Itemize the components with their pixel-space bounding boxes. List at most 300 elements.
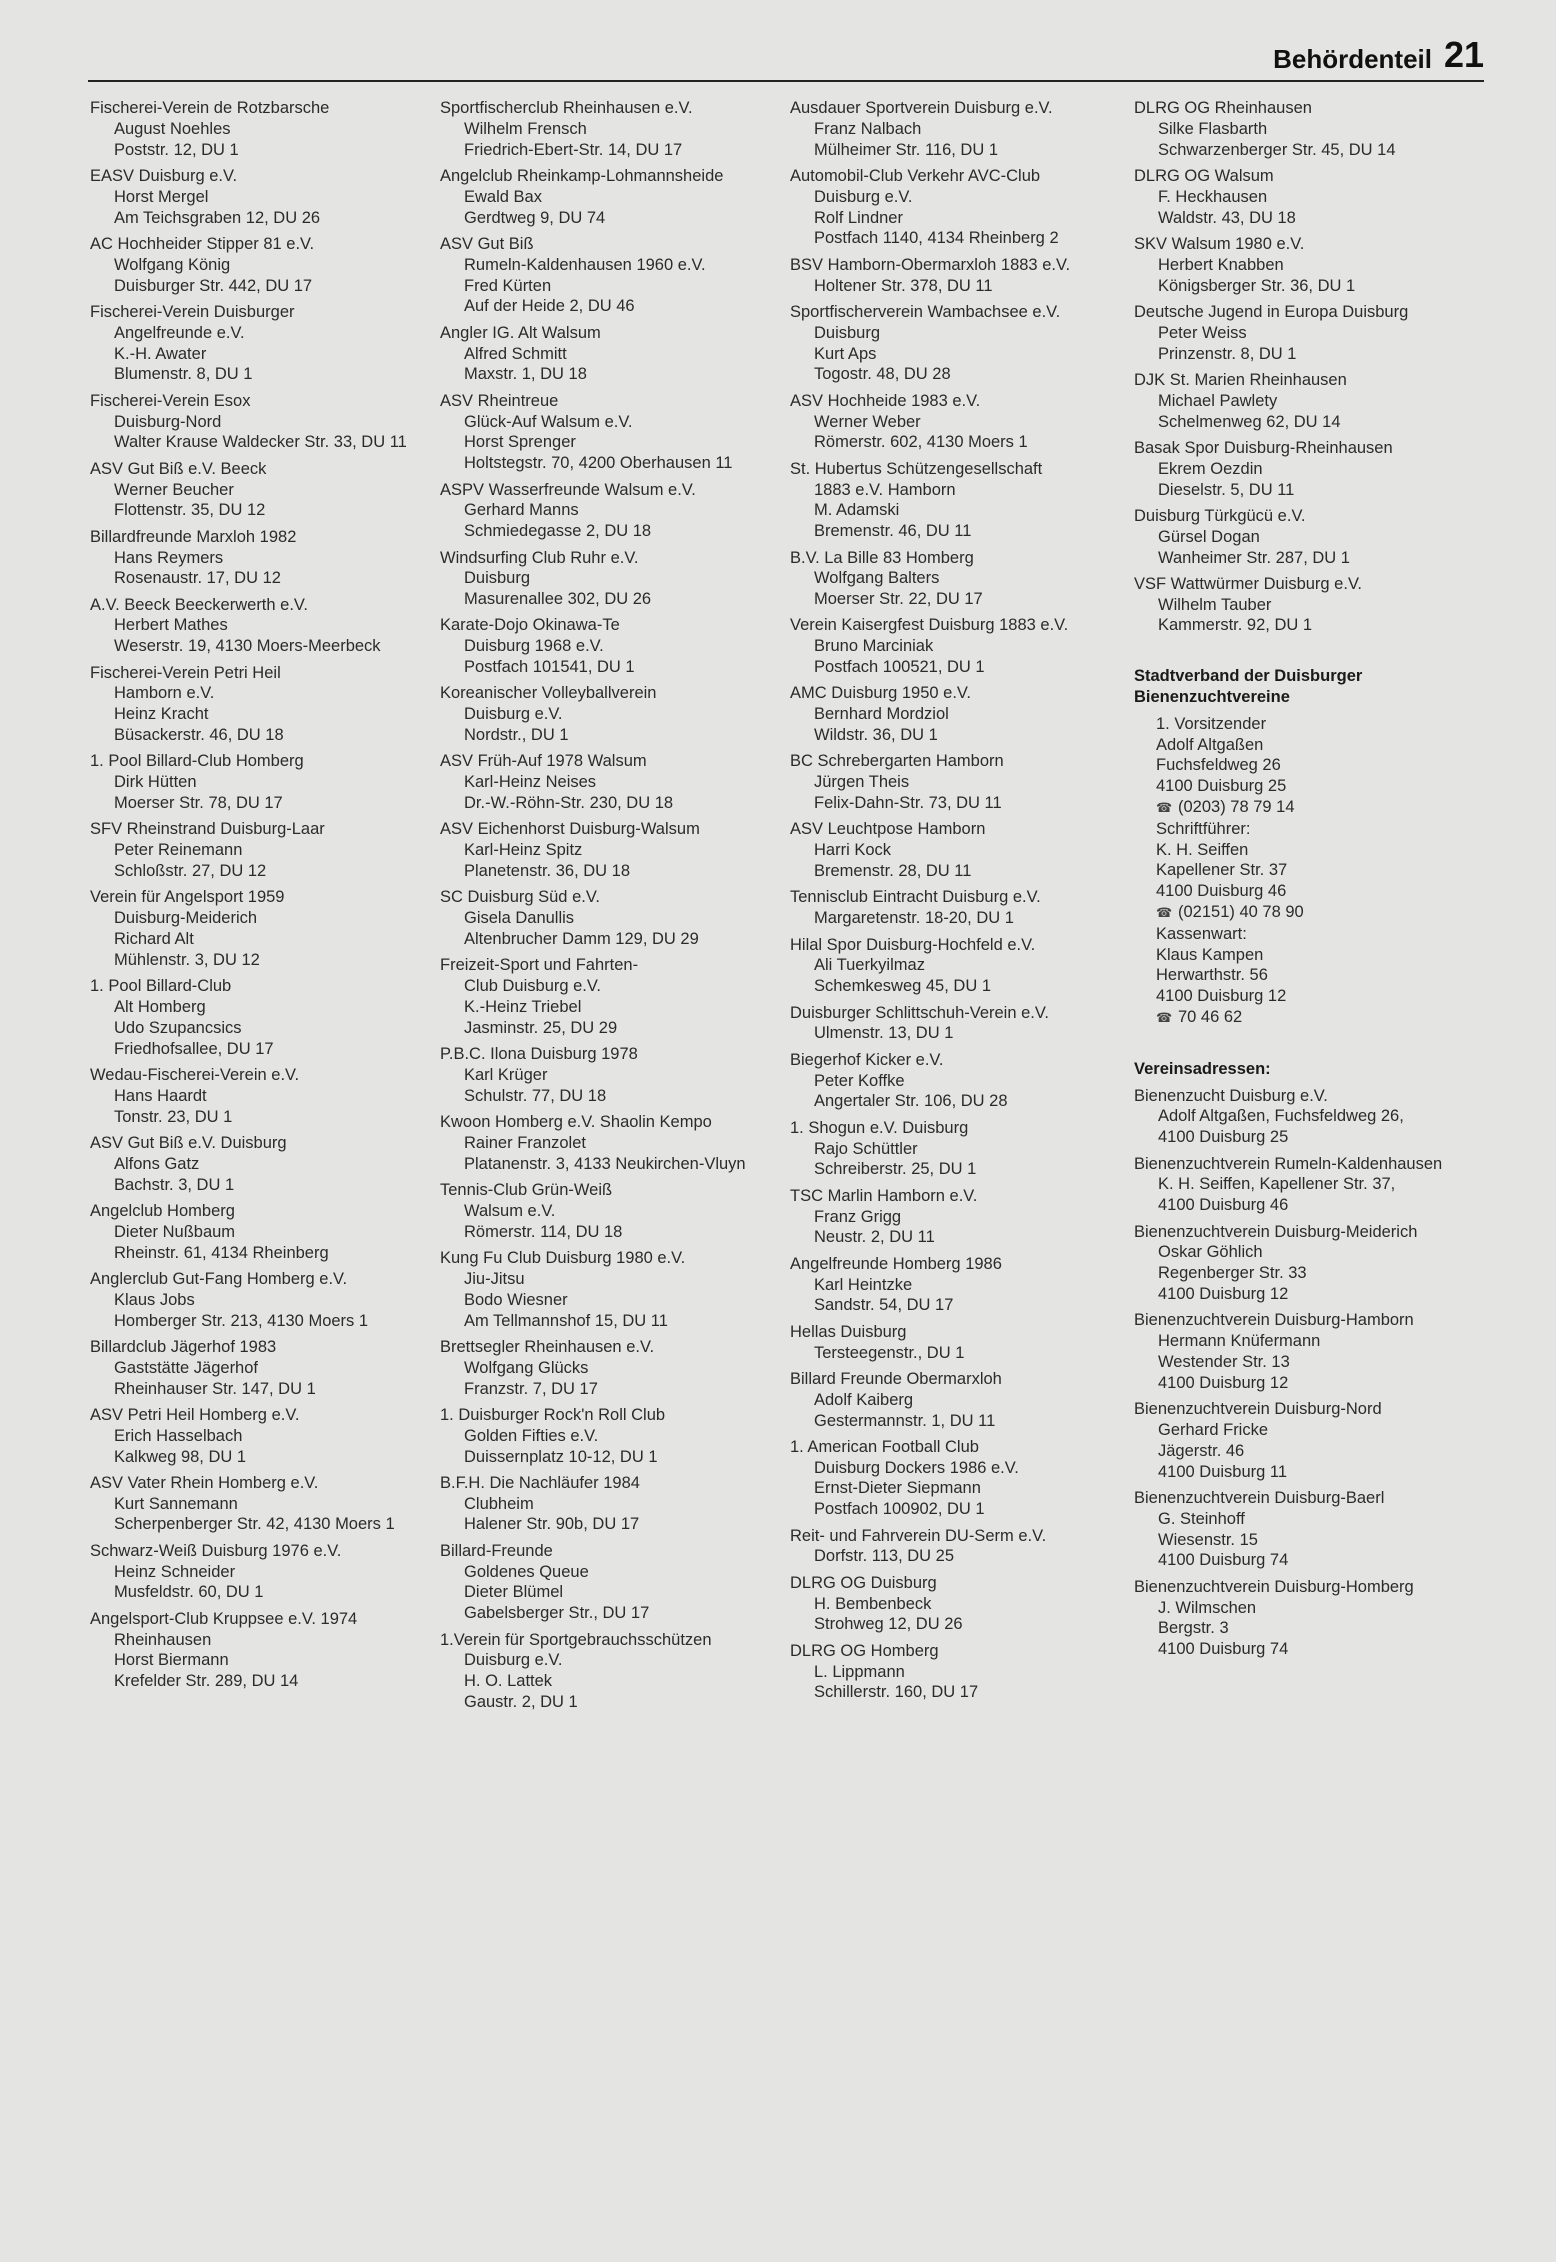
entry-detail: Peter Weiss (1158, 323, 1247, 342)
entry-detail: Friedrich-Ebert-Str. 14, DU 17 (464, 140, 683, 159)
stadtverband-section (1134, 666, 1504, 1029)
directory-entry (90, 166, 430, 228)
organization-name: VSF Wattwürmer Duisburg e.V. (1134, 574, 1363, 593)
directory-entry (440, 1405, 785, 1467)
role-label: 1. Vorsitzender (1156, 714, 1267, 733)
directory-entry (790, 1641, 1125, 1703)
entry-detail: Duisburg e.V. (814, 187, 913, 206)
entry-detail: Römerstr. 114, DU 18 (464, 1222, 623, 1241)
entry-detail: Bergstr. 3 (1158, 1619, 1229, 1638)
organization-name: Bienenzuchtverein Duisburg-Hamborn (1134, 1311, 1414, 1330)
entry-detail: Prinzenstr. 8, DU 1 (1158, 344, 1297, 363)
directory-entry (90, 1609, 430, 1692)
organization-name: Reit- und Fahrverein DU-Serm e.V. (790, 1526, 1047, 1545)
entry-detail: Duisburg Dockers 1986 e.V. (814, 1458, 1019, 1477)
entry-detail: Golden Fifties e.V. (464, 1426, 599, 1445)
stadtverband-title: Stadtverband der Duisburger Bienenzuchtvereine (1134, 667, 1363, 707)
directory-entry (440, 887, 785, 949)
directory-entry (440, 166, 785, 228)
entry-detail: Bachstr. 3, DU 1 (114, 1175, 235, 1194)
entry-detail: Ewald Bax (464, 187, 542, 206)
vereinsadressen-section (1134, 1059, 1504, 1660)
entry-detail: Franz Grigg (814, 1207, 902, 1226)
organization-name: Angelclub Homberg (90, 1201, 235, 1220)
directory-entry (440, 98, 785, 160)
entry-detail: Musfeldstr. 60, DU 1 (114, 1583, 264, 1602)
entry-detail: Holtstegstr. 70, 4200 Oberhausen 11 (464, 454, 733, 473)
organization-name: Fischerei-Verein Esox (90, 391, 251, 410)
organization-name: ASV Eichenhorst Duisburg-Walsum (440, 820, 700, 839)
organization-name: B.V. La Bille 83 Homberg (790, 548, 974, 567)
entry-detail: Duisburg-Nord (114, 412, 222, 431)
directory-entry (1134, 234, 1504, 296)
directory-column-1 (90, 98, 430, 1698)
entry-detail: Felix-Dahn-Str. 73, DU 11 (814, 794, 1002, 813)
organization-name: Ausdauer Sportverein Duisburg e.V. (790, 99, 1053, 117)
directory-entry (790, 302, 1125, 385)
entry-detail: Karl Krüger (464, 1065, 548, 1084)
entry-detail: Büsackerstr. 46, DU 18 (114, 726, 284, 745)
stadtverband-body (1134, 714, 1504, 1029)
organization-name: ASV Vater Rhein Homberg e.V. (90, 1473, 319, 1492)
entry-detail: Fred Kürten (464, 276, 552, 295)
entry-detail: Werner Beucher (114, 480, 234, 499)
directory-entry (440, 955, 785, 1038)
entry-detail: Michael Pawlety (1158, 391, 1278, 410)
directory-entry (790, 751, 1125, 813)
entry-detail: Clubheim (464, 1494, 534, 1513)
telephone-icon: ☎ (1156, 1010, 1173, 1026)
entry-detail: 1883 e.V. Hamborn (814, 480, 956, 499)
directory-entry (90, 1541, 430, 1603)
directory-entry (90, 1065, 430, 1127)
entry-detail: Rumeln-Kaldenhausen 1960 e.V. (464, 255, 706, 274)
organization-name: A.V. Beeck Beeckerwerth e.V. (90, 595, 308, 614)
entry-detail: Jasminstr. 25, DU 29 (464, 1018, 618, 1037)
entry-detail: G. Steinhoff (1158, 1509, 1245, 1528)
entry-detail: Duissernplatz 10-12, DU 1 (464, 1447, 658, 1466)
entry-detail: Herbert Knabben (1158, 255, 1284, 274)
directory-entry (1134, 302, 1504, 364)
entry-detail: Schemkesweg 45, DU 1 (814, 977, 991, 996)
organization-name: ASV Gut Biß (440, 234, 534, 253)
entry-detail: Gerhard Manns (464, 501, 579, 520)
organization-name: Bienenzuchtverein Duisburg-Baerl (1134, 1488, 1385, 1507)
directory-entry (790, 1118, 1125, 1180)
directory-entry (1134, 506, 1504, 568)
directory-entry (90, 1201, 430, 1263)
city-address: 4100 Duisburg 25 (1156, 777, 1287, 796)
organization-name: Bienenzuchtverein Rumeln-Kaldenhausen (1134, 1154, 1443, 1173)
entry-detail: H. O. Lattek (464, 1672, 553, 1691)
organization-name: Fischerei-Verein Duisburger (90, 302, 295, 321)
street-address: Herwarthstr. 56 (1156, 966, 1268, 985)
directory-entry (790, 819, 1125, 881)
entry-detail: Udo Szupancsics (114, 1018, 242, 1037)
entry-detail: Angertaler Str. 106, DU 28 (814, 1092, 1008, 1111)
entry-detail: Gerdtweg 9, DU 74 (464, 208, 606, 227)
organization-name: 1.Verein für Sportgebrauchsschützen (440, 1630, 712, 1649)
organization-name: B.F.H. Die Nachläufer 1984 (440, 1473, 640, 1492)
entry-detail: Kalkweg 98, DU 1 (114, 1447, 247, 1466)
directory-entry (1134, 1399, 1504, 1482)
entry-detail: Rainer Franzolet (464, 1133, 586, 1152)
entry-detail: Klaus Jobs (114, 1290, 195, 1309)
entry-detail: Hans Haardt (114, 1086, 207, 1105)
directory-entry (90, 819, 430, 881)
directory-column-2 (440, 98, 785, 1718)
entry-detail: Wolfgang Balters (814, 569, 940, 588)
organization-name: Kung Fu Club Duisburg 1980 e.V. (440, 1249, 686, 1268)
entry-detail: Gaststätte Jägerhof (114, 1358, 258, 1377)
club-list (1134, 98, 1504, 636)
directory-column-3 (790, 98, 1125, 1709)
organization-name: Hellas Duisburg (790, 1322, 907, 1341)
street-address: Fuchsfeldweg 26 (1156, 756, 1281, 775)
entry-detail: Wiesenstr. 15 (1158, 1530, 1258, 1549)
entry-detail: Karl Heintzke (814, 1275, 913, 1294)
entry-detail: Am Teichsgraben 12, DU 26 (114, 208, 321, 227)
entry-detail: Strohweg 12, DU 26 (814, 1615, 963, 1634)
directory-entry (790, 1003, 1125, 1045)
organization-name: ASV Leuchtpose Hamborn (790, 820, 986, 839)
directory-entry (1134, 1488, 1504, 1571)
page-header (88, 34, 1484, 82)
organization-name: St. Hubertus Schützengesellschaft (790, 459, 1043, 478)
directory-entry (790, 887, 1125, 929)
entry-detail: 4100 Duisburg 12 (1158, 1284, 1289, 1303)
entry-detail: Erich Hasselbach (114, 1426, 243, 1445)
organization-name: Angelclub Rheinkamp-Lohmannsheide (440, 166, 724, 185)
entry-detail: Duisburger Str. 442, DU 17 (114, 276, 313, 295)
organization-name: Angler IG. Alt Walsum (440, 323, 601, 342)
organization-name: Fischerei-Verein Petri Heil (90, 663, 281, 682)
entry-detail: Alt Homberg (114, 998, 206, 1016)
organization-name: Anglerclub Gut-Fang Homberg e.V. (90, 1269, 348, 1288)
entry-detail: Duisburg e.V. (464, 705, 563, 724)
entry-detail: Am Tellmannshof 15, DU 11 (464, 1311, 668, 1330)
organization-name: Bienenzucht Duisburg e.V. (1134, 1086, 1328, 1105)
entry-detail: Bodo Wiesner (464, 1290, 568, 1309)
directory-entry (440, 548, 785, 610)
phone-line: ☎ 70 46 62 (1134, 1007, 1504, 1029)
entry-detail: Sandstr. 54, DU 17 (814, 1296, 954, 1315)
directory-entry (90, 887, 430, 970)
entry-detail: August Noehles (114, 119, 231, 138)
entry-detail: Wilhelm Tauber (1158, 595, 1272, 614)
directory-entry (440, 1180, 785, 1242)
directory-entry (440, 1112, 785, 1174)
entry-detail: Blumenstr. 8, DU 1 (114, 365, 253, 384)
organization-name: Biegerhof Kicker e.V. (790, 1050, 944, 1069)
organization-name: Angelfreunde Homberg 1986 (790, 1254, 1002, 1273)
organization-name: Duisburg Türkgücü e.V. (1134, 506, 1306, 525)
organization-name: ASV Früh-Auf 1978 Walsum (440, 752, 647, 771)
entry-detail: Duisburg (814, 323, 881, 342)
entry-detail: Togostr. 48, DU 28 (814, 365, 951, 384)
entry-detail: Dirk Hütten (114, 773, 197, 792)
entry-detail: Rajo Schüttler (814, 1139, 918, 1158)
organization-name: TSC Marlin Hamborn e.V. (790, 1186, 978, 1205)
organization-name: Tennisclub Eintracht Duisburg e.V. (790, 888, 1041, 907)
organization-name: Billard Freunde Obermarxloh (790, 1369, 1002, 1388)
organization-name: 1. American Football Club (790, 1437, 979, 1456)
organization-name: 1. Shogun e.V. Duisburg (790, 1118, 969, 1137)
organization-name: ASPV Wasserfreunde Walsum e.V. (440, 480, 696, 499)
entry-detail: Rheinstr. 61, 4134 Rheinberg (114, 1243, 329, 1262)
organization-name: DLRG OG Walsum (1134, 166, 1274, 185)
directory-column-4 (1134, 98, 1504, 1666)
entry-detail: 4100 Duisburg 11 (1158, 1462, 1288, 1481)
entry-detail: Königsberger Str. 36, DU 1 (1158, 276, 1356, 295)
entry-detail: Margaretenstr. 18-20, DU 1 (814, 909, 1014, 928)
organization-name: BC Schrebergarten Hamborn (790, 752, 1004, 771)
entry-detail: Hans Reymers (114, 548, 224, 567)
phone-line: ☎ (02151) 40 78 90 (1134, 902, 1504, 924)
entry-detail: 4100 Duisburg 46 (1158, 1196, 1289, 1215)
directory-entry (790, 255, 1125, 297)
entry-detail: Planetenstr. 36, DU 18 (464, 862, 631, 881)
organization-name: Verein Kaisergfest Duisburg 1883 e.V. (790, 616, 1069, 635)
entry-detail: K.-H. Awater (114, 344, 207, 363)
role-label: Schriftführer: (1156, 819, 1251, 838)
entry-detail: Postfach 100521, DU 1 (814, 658, 985, 677)
directory-entry (440, 391, 785, 474)
organization-name: ASV Gut Biß e.V. Beeck (90, 459, 267, 478)
entry-detail: Ali Tuerkyilmaz (814, 956, 925, 975)
street-address: Kapellener Str. 37 (1156, 861, 1288, 880)
organization-name: Basak Spor Duisburg-Rheinhausen (1134, 438, 1393, 457)
organization-name: Deutsche Jugend in Europa Duisburg (1134, 302, 1409, 321)
organization-name: DLRG OG Rheinhausen (1134, 99, 1312, 117)
organization-name: Duisburger Schlittschuh-Verein e.V. (790, 1003, 1049, 1022)
organization-name: Bienenzuchtverein Duisburg-Homberg (1134, 1577, 1414, 1596)
entry-detail: Kammerstr. 92, DU 1 (1158, 616, 1313, 635)
entry-detail: J. Wilmschen (1158, 1598, 1257, 1617)
directory-entry (90, 98, 430, 160)
organization-name: ASV Gut Biß e.V. Duisburg (90, 1133, 287, 1152)
directory-entry (440, 480, 785, 542)
entry-detail: Silke Flasbarth (1158, 119, 1268, 138)
organization-name: Fischerei-Verein de Rotzbarsche (90, 99, 330, 117)
entry-detail: Bremenstr. 46, DU 11 (814, 522, 972, 541)
entry-detail: Wilhelm Frensch (464, 119, 587, 138)
entry-detail: Walter Krause Waldecker Str. 33, DU 11 (114, 433, 407, 452)
organization-name: P.B.C. Ilona Duisburg 1978 (440, 1045, 638, 1064)
person-name: K. H. Seiffen (1156, 840, 1249, 859)
organization-name: Hilal Spor Duisburg-Hochfeld e.V. (790, 935, 1036, 954)
entry-detail: Homberger Str. 213, 4130 Moers 1 (114, 1311, 369, 1330)
directory-entry (90, 1269, 430, 1331)
organization-name: Karate-Dojo Okinawa-Te (440, 616, 620, 635)
organization-name: Tennis-Club Grün-Weiß (440, 1181, 613, 1200)
entry-detail: Adolf Altgaßen, Fuchsfeldweg 26, (1158, 1107, 1404, 1126)
entry-detail: Kurt Sannemann (114, 1494, 238, 1513)
entry-detail: Altenbrucher Damm 129, DU 29 (464, 930, 699, 949)
entry-detail: Schulstr. 77, DU 18 (464, 1086, 607, 1105)
organization-name: Verein für Angelsport 1959 (90, 888, 285, 907)
directory-entry (440, 1630, 785, 1713)
directory-entry (440, 819, 785, 881)
organization-name: Freizeit-Sport und Fahrten- (440, 956, 639, 975)
entry-detail: Dorfstr. 113, DU 25 (814, 1547, 955, 1566)
entry-detail: 4100 Duisburg 25 (1158, 1128, 1289, 1147)
organization-name: SFV Rheinstrand Duisburg-Laar (90, 820, 325, 839)
organization-name: Billardfreunde Marxloh 1982 (90, 527, 297, 546)
entry-detail: Neustr. 2, DU 11 (814, 1228, 935, 1247)
directory-entry (440, 683, 785, 745)
entry-detail: Gaustr. 2, DU 1 (464, 1693, 578, 1712)
person-name: Adolf Altgaßen (1156, 735, 1264, 754)
entry-detail: Walsum e.V. (464, 1201, 556, 1220)
section-label: Behördenteil (1273, 44, 1432, 74)
directory-entry (440, 234, 785, 317)
entry-detail: Kurt Aps (814, 344, 877, 363)
entry-detail: H. Bembenbeck (814, 1594, 932, 1613)
entry-detail: Bernhard Mordziol (814, 705, 949, 724)
organization-name: 1. Pool Billard-Club Homberg (90, 752, 304, 771)
telephone-icon: ☎ (1156, 905, 1173, 921)
entry-detail: Alfred Schmitt (464, 344, 567, 363)
entry-detail: Duisburg-Meiderich (114, 909, 258, 928)
organization-name: AMC Duisburg 1950 e.V. (790, 684, 971, 703)
entry-detail: Tersteegenstr., DU 1 (814, 1343, 965, 1362)
entry-detail: Hamborn e.V. (114, 684, 215, 703)
entry-detail: Duisburg e.V. (464, 1651, 563, 1670)
entry-detail: Werner Weber (814, 412, 921, 431)
directory-entry (790, 1437, 1125, 1520)
city-address: 4100 Duisburg 12 (1156, 987, 1287, 1006)
entry-detail: Goldenes Queue (464, 1562, 589, 1581)
entry-detail: Peter Reinemann (114, 841, 243, 860)
entry-detail: Postfach 101541, DU 1 (464, 658, 635, 677)
entry-detail: Nordstr., DU 1 (464, 726, 569, 745)
entry-detail: Jiu-Jitsu (464, 1269, 525, 1288)
vereinsadressen-list (1134, 1086, 1504, 1660)
directory-entry (440, 1044, 785, 1106)
directory-entry (790, 615, 1125, 677)
directory-entry (440, 615, 785, 677)
directory-entry (90, 1473, 430, 1535)
directory-entry (1134, 1154, 1504, 1216)
entry-detail: Regenberger Str. 33 (1158, 1264, 1307, 1283)
directory-entry (1134, 438, 1504, 500)
organization-name: Billardclub Jägerhof 1983 (90, 1337, 277, 1356)
entry-detail: Karl-Heinz Spitz (464, 841, 583, 860)
directory-entry (440, 1248, 785, 1331)
organization-name: Automobil-Club Verkehr AVC-Club (790, 166, 1041, 185)
entry-detail: Rheinhauser Str. 147, DU 1 (114, 1379, 316, 1398)
entry-detail: Jürgen Theis (814, 773, 910, 792)
entry-detail: Waldstr. 43, DU 18 (1158, 208, 1296, 227)
entry-detail: Karl-Heinz Neises (464, 773, 597, 792)
organization-name: ASV Rheintreue (440, 391, 559, 410)
organization-name: AC Hochheider Stipper 81 e.V. (90, 234, 315, 253)
organization-name: Schwarz-Weiß Duisburg 1976 e.V. (90, 1541, 342, 1560)
directory-entry (790, 1050, 1125, 1112)
entry-detail: Franz Nalbach (814, 119, 922, 138)
entry-detail: Römerstr. 602, 4130 Moers 1 (814, 433, 1028, 452)
organization-name: SKV Walsum 1980 e.V. (1134, 234, 1305, 253)
entry-detail: M. Adamski (814, 501, 900, 520)
entry-detail: Weserstr. 19, 4130 Moers-Meerbeck (114, 637, 381, 656)
entry-detail: L. Lippmann (814, 1662, 905, 1681)
entry-detail: Schmiedegasse 2, DU 18 (464, 522, 652, 541)
directory-entry (1134, 1086, 1504, 1148)
organization-name: 1. Duisburger Rock'n Roll Club (440, 1405, 666, 1424)
city-address: 4100 Duisburg 46 (1156, 882, 1287, 901)
directory-entry (1134, 1310, 1504, 1393)
entry-detail: Gürsel Dogan (1158, 527, 1260, 546)
organization-name: EASV Duisburg e.V. (90, 166, 238, 185)
entry-detail: 4100 Duisburg 12 (1158, 1373, 1289, 1392)
organization-name: Wedau-Fischerei-Verein e.V. (90, 1065, 300, 1084)
entry-detail: Friedhofsallee, DU 17 (114, 1039, 274, 1058)
entry-detail: Schillerstr. 160, DU 17 (814, 1683, 979, 1702)
entry-detail: Club Duisburg e.V. (464, 977, 601, 996)
organization-name: BSV Hamborn-Obermarxloh 1883 e.V. (790, 255, 1071, 274)
directory-entry (790, 391, 1125, 453)
directory-entry (1134, 1577, 1504, 1660)
directory-entry (790, 459, 1125, 542)
entry-detail: Duisburg (464, 569, 531, 588)
organization-name: SC Duisburg Süd e.V. (440, 888, 600, 907)
role-label: Kassenwart: (1156, 924, 1247, 943)
entry-detail: Horst Sprenger (464, 433, 576, 452)
entry-detail: Duisburg 1968 e.V. (464, 637, 604, 656)
directory-entry (440, 751, 785, 813)
organization-name: ASV Hochheide 1983 e.V. (790, 391, 981, 410)
directory-entry (440, 1473, 785, 1535)
entry-detail: Harri Kock (814, 841, 892, 860)
entry-detail: Platanenstr. 3, 4133 Neukirchen-Vluyn (464, 1154, 746, 1173)
directory-entry (790, 1322, 1125, 1364)
organization-name: Windsurfing Club Ruhr e.V. (440, 548, 639, 567)
directory-entry (790, 166, 1125, 249)
entry-detail: Wanheimer Str. 287, DU 1 (1158, 548, 1350, 567)
organization-name: DLRG OG Duisburg (790, 1573, 937, 1592)
directory-entry (1134, 370, 1504, 432)
entry-detail: Dieter Blümel (464, 1583, 564, 1602)
entry-detail: Maxstr. 1, DU 18 (464, 365, 587, 384)
entry-detail: Gisela Danullis (464, 909, 575, 928)
entry-detail: Glück-Auf Walsum e.V. (464, 412, 633, 431)
entry-detail: Horst Biermann (114, 1651, 229, 1670)
organization-name: DLRG OG Homberg (790, 1641, 939, 1660)
directory-entry (790, 1254, 1125, 1316)
entry-detail: Ulmenstr. 13, DU 1 (814, 1024, 954, 1043)
entry-detail: Halener Str. 90b, DU 17 (464, 1515, 640, 1534)
entry-detail: K.-Heinz Triebel (464, 998, 582, 1016)
entry-detail: Gabelsberger Str., DU 17 (464, 1604, 650, 1623)
directory-entry (440, 1541, 785, 1624)
directory-entry (1134, 1222, 1504, 1305)
directory-entry (1134, 166, 1504, 228)
entry-detail: Masurenallee 302, DU 26 (464, 590, 652, 609)
entry-detail: Scherpenberger Str. 42, 4130 Moers 1 (114, 1515, 395, 1534)
entry-detail: Auf der Heide 2, DU 46 (464, 297, 635, 316)
entry-detail: Bremenstr. 28, DU 11 (814, 862, 972, 881)
directory-entry (90, 302, 430, 385)
entry-detail: Mülheimer Str. 116, DU 1 (814, 140, 999, 159)
entry-detail: Schreiberstr. 25, DU 1 (814, 1160, 977, 1179)
directory-entry (790, 1186, 1125, 1248)
entry-detail: 4100 Duisburg 74 (1158, 1551, 1289, 1570)
directory-entry (790, 548, 1125, 610)
directory-entry (90, 976, 430, 1059)
entry-detail: Mühlenstr. 3, DU 12 (114, 950, 260, 969)
organization-name: Kwoon Homberg e.V. Shaolin Kempo (440, 1113, 712, 1132)
